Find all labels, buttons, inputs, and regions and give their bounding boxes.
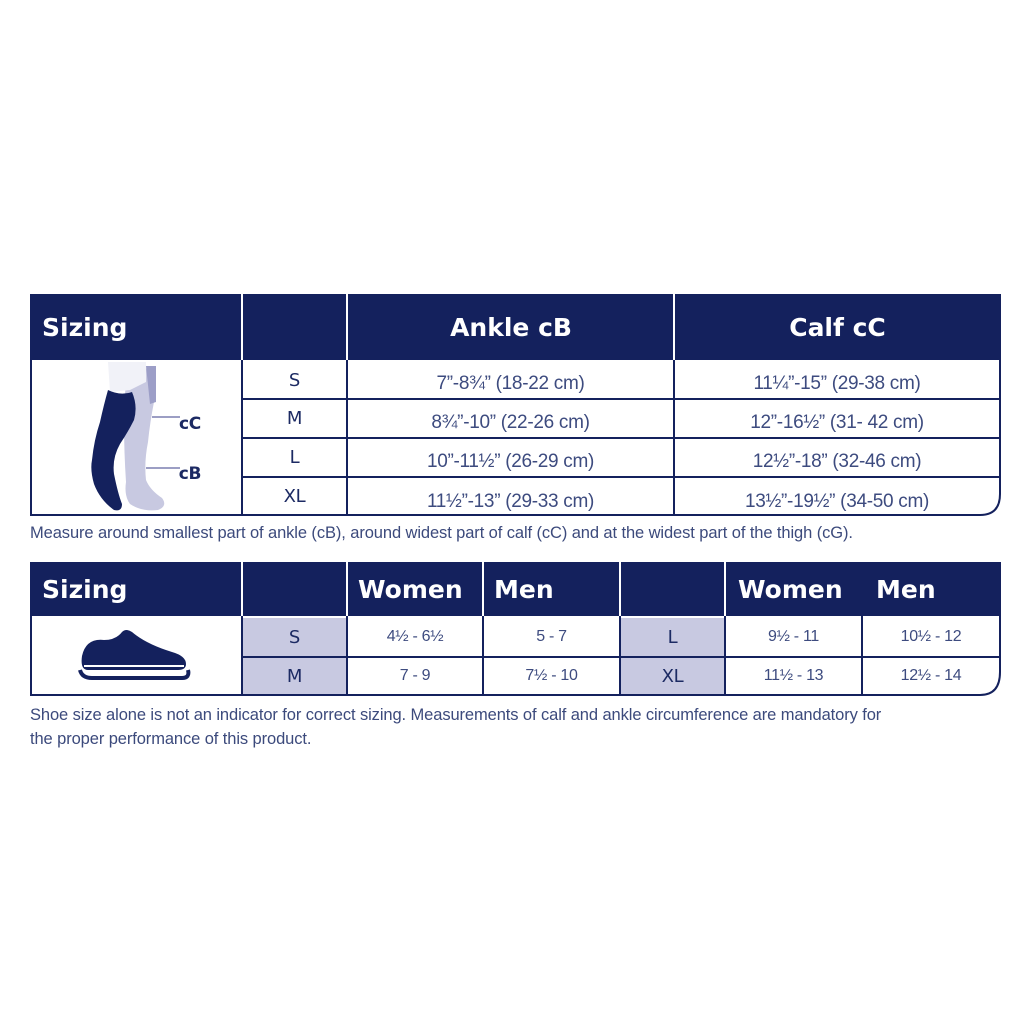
calf-cell: 12”-16½” (31- 42 cm) <box>750 411 924 433</box>
header-women: Women <box>738 574 843 604</box>
women-size-cell: 4½ - 6½ <box>386 628 444 645</box>
header-men: Men <box>494 574 554 604</box>
ankle-calf-note: Measure around smallest part of ankle (cB), around widest part of calf (cC) and at the widest part of the thigh (cG). <box>30 524 853 542</box>
leg-label-ankle: cB <box>178 464 202 484</box>
sock-size-table <box>30 294 1001 516</box>
header-women: Women <box>358 574 463 604</box>
size-cell: S <box>288 369 301 391</box>
ankle-cell: 7”-8¾” (18-22 cm) <box>436 373 585 394</box>
shoe-size-note-line2: the proper performance of this product. <box>30 730 312 748</box>
size-cell: M <box>286 408 303 429</box>
men-size-cell: 7½ - 10 <box>525 667 578 684</box>
size-cell: S <box>288 626 301 648</box>
size-cell: XL <box>661 665 684 687</box>
women-size-cell: 7 - 9 <box>399 667 431 684</box>
header-calf: Calf cC <box>789 312 886 342</box>
header-sizing: Sizing <box>42 574 128 604</box>
men-size-cell: 5 - 7 <box>536 628 567 645</box>
header-ankle: Ankle cB <box>450 312 572 342</box>
women-size-cell: 9½ - 11 <box>768 628 819 645</box>
shoe-size-table <box>30 562 1001 696</box>
calf-cell: 13½”-19½” (34-50 cm) <box>744 491 930 512</box>
calf-cell: 12½”-18” (32-46 cm) <box>752 450 922 472</box>
header-men: Men <box>876 574 936 604</box>
ankle-cell: 10”-11½” (26-29 cm) <box>426 450 595 472</box>
size-cell: L <box>289 447 300 468</box>
calf-cell: 11¼”-15” (29-38 cm) <box>753 373 921 394</box>
ankle-cell: 11½”-13” (29-33 cm) <box>426 491 595 512</box>
leg-label-calf: cC <box>179 414 201 434</box>
sneaker-icon <box>76 626 194 682</box>
men-size-cell: 10½ - 12 <box>900 628 962 645</box>
ankle-cell: 8¾”-10” (22-26 cm) <box>431 411 590 433</box>
size-cell: M <box>286 665 303 687</box>
women-size-cell: 11½ - 13 <box>763 667 824 684</box>
size-cell: L <box>667 626 678 648</box>
header-sizing: Sizing <box>42 312 128 342</box>
shoe-size-note-line1: Shoe size alone is not an indicator for correct sizing. Measurements of calf and ankle circumference are mandatory for <box>30 706 882 724</box>
compression-sock-leg-icon <box>50 362 240 514</box>
men-size-cell: 12½ - 14 <box>900 667 962 684</box>
size-cell: XL <box>283 485 306 507</box>
